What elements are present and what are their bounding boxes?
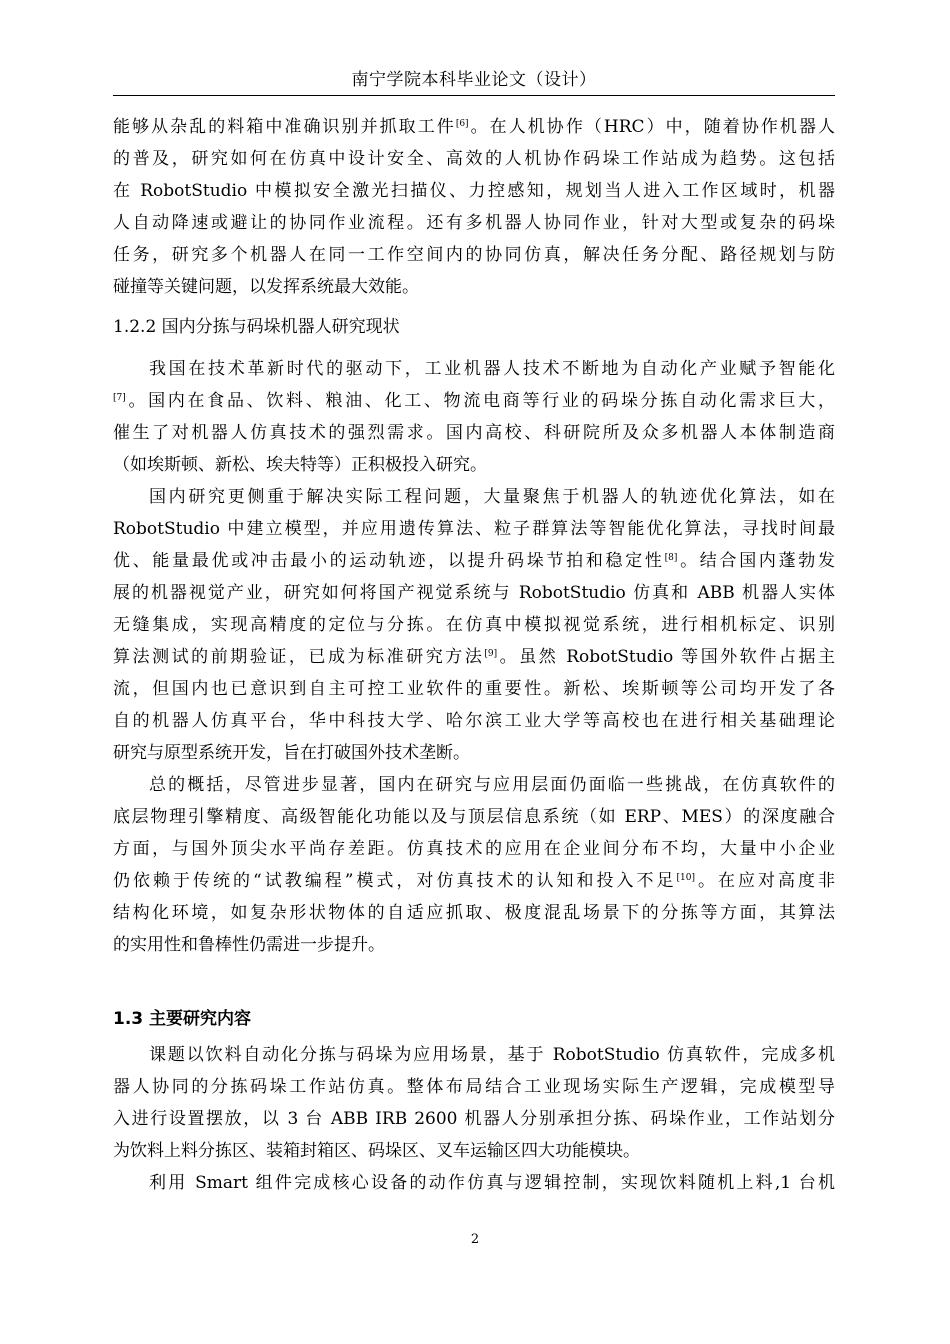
text-line: 能够从杂乱的料箱中准确识别并抓取工件[6]。在人机协作（HRC）中，随着协作机器人: [113, 117, 835, 137]
text-line: 的普及，研究如何在仿真中设计安全、高效的人机协作码垛工作站成为趋势。这包括: [113, 149, 835, 169]
text-line: 算法测试的前期验证，已成为标准研究方法[9]。虽然 RobotStudio 等国外软件占据主: [113, 647, 835, 667]
text-line: 器人协同的分拣码垛工作站仿真。整体布局结合工业现场实际生产逻辑，完成模型导: [113, 1077, 835, 1097]
text-line: 利用 Smart 组件完成核心设备的动作仿真与逻辑控制，实现饮料随机上料,1 台机: [149, 1173, 835, 1193]
text-line: RobotStudio 中建立模型，并应用遗传算法、粒子群算法等智能优化算法，寻找时间最: [113, 519, 835, 539]
section-heading: 1.3 主要研究内容: [113, 1009, 252, 1029]
text-line: 的实用性和鲁棒性仍需进一步提升。: [113, 935, 385, 955]
text-line: 催生了对机器人仿真技术的强烈需求。国内高校、科研院所及众多机器人本体制造商: [113, 423, 835, 443]
text-line: 我国在技术革新时代的驱动下，工业机器人技术不断地为自动化产业赋予智能化: [149, 359, 835, 379]
paragraph-main-content: [113, 1039, 835, 1167]
paragraph-domestic-drivers: [113, 353, 835, 481]
text-line: [7]。国内在食品、饮料、粮油、化工、物流电商等行业的码垛分拣自动化需求巨大，: [113, 391, 835, 411]
text-line: 在 RobotStudio 中模拟安全激光扫描仪、力控感知，规划当人进入工作区域时，机器: [113, 181, 835, 201]
text-line: 人自动降速或避让的协同作业流程。还有多机器人协同作业，针对大型或复杂的码垛: [113, 213, 835, 233]
text-line: 展的机器视觉产业，研究如何将国产视觉系统与 RobotStudio 仿真和 ABB 机器人实体: [113, 583, 835, 603]
citation-ref: [9]: [484, 649, 498, 659]
text-line: 碰撞等关键问题，以发挥系统最大效能。: [113, 277, 419, 297]
subsection-heading: 1.2.2 国内分拣与码垛机器人研究现状: [113, 317, 400, 337]
text-line: 自的机器人仿真平台，华中科技大学、哈尔滨工业大学等高校也在进行相关基础理论: [113, 711, 835, 731]
text-line: 底层物理引擎精度、高级智能化功能以及与顶层信息系统（如 ERP、MES）的深度融合: [113, 807, 835, 827]
text-line: 结构化环境，如复杂形状物体的自适应抓取、极度混乱场景下的分拣等方面，其算法: [113, 903, 835, 923]
text-line: 仍依赖于传统的“试教编程”模式，对仿真技术的认知和投入不足[10]。在应对高度非: [113, 871, 835, 891]
page-number: 2: [470, 1232, 480, 1247]
citation-ref: [6]: [455, 119, 469, 129]
citation-ref: [8]: [664, 553, 678, 563]
text-line: 流，但国内也已意识到自主可控工业软件的重要性。新松、埃斯顿等公司均开发了各: [113, 679, 835, 699]
text-line: 总的概括，尽管进步显著，国内在研究与应用层面仍面临一些挑战，在仿真软件的: [149, 775, 835, 795]
text-line: 为饮料上料分拣区、装箱封箱区、码垛区、叉车运输区四大功能模块。: [113, 1141, 640, 1161]
text-line: 课题以饮料自动化分拣与码垛为应用场景，基于 RobotStudio 仿真软件，完成多机: [149, 1045, 835, 1065]
text-line: 入进行设置摆放，以 3 台 ABB IRB 2600 机器人分别承担分拣、码垛作业，工作站划分: [113, 1109, 835, 1129]
text-line: 任务，研究多个机器人在同一工作空间内的协同仿真，解决任务分配、路径规划与防: [113, 245, 835, 265]
text-line: 方面，与国外顶尖水平尚存差距。仿真技术的应用在企业间分布不均，大量中小企业: [113, 839, 835, 859]
citation-ref: [7]: [113, 393, 126, 403]
running-header: 南宁学院本科毕业论文（设计）: [113, 67, 835, 96]
paragraph-smart-components: [113, 1167, 835, 1199]
text-line: 无缝集成，实现高精度的定位与分拣。在仿真中模拟视觉系统，进行相机标定、识别: [113, 615, 835, 635]
text-line: 研究与原型系统开发，旨在打破国外技术垄断。: [113, 743, 470, 763]
paragraph-domestic-research: [113, 481, 835, 769]
paragraph-hrc: [113, 111, 835, 303]
text-line: 国内研究更侧重于解决实际工程问题，大量聚焦于机器人的轨迹优化算法，如在: [149, 487, 835, 507]
body-text: [113, 111, 835, 1199]
text-line: 优、能量最优或冲击最小的运动轨迹，以提升码垛节拍和稳定性[8]。结合国内蓬勃发: [113, 551, 836, 571]
paragraph-challenges: [113, 769, 835, 961]
citation-ref: [10]: [676, 873, 695, 883]
text-line: （如埃斯顿、新松、埃夫特等）正积极投入研究。: [113, 455, 487, 475]
